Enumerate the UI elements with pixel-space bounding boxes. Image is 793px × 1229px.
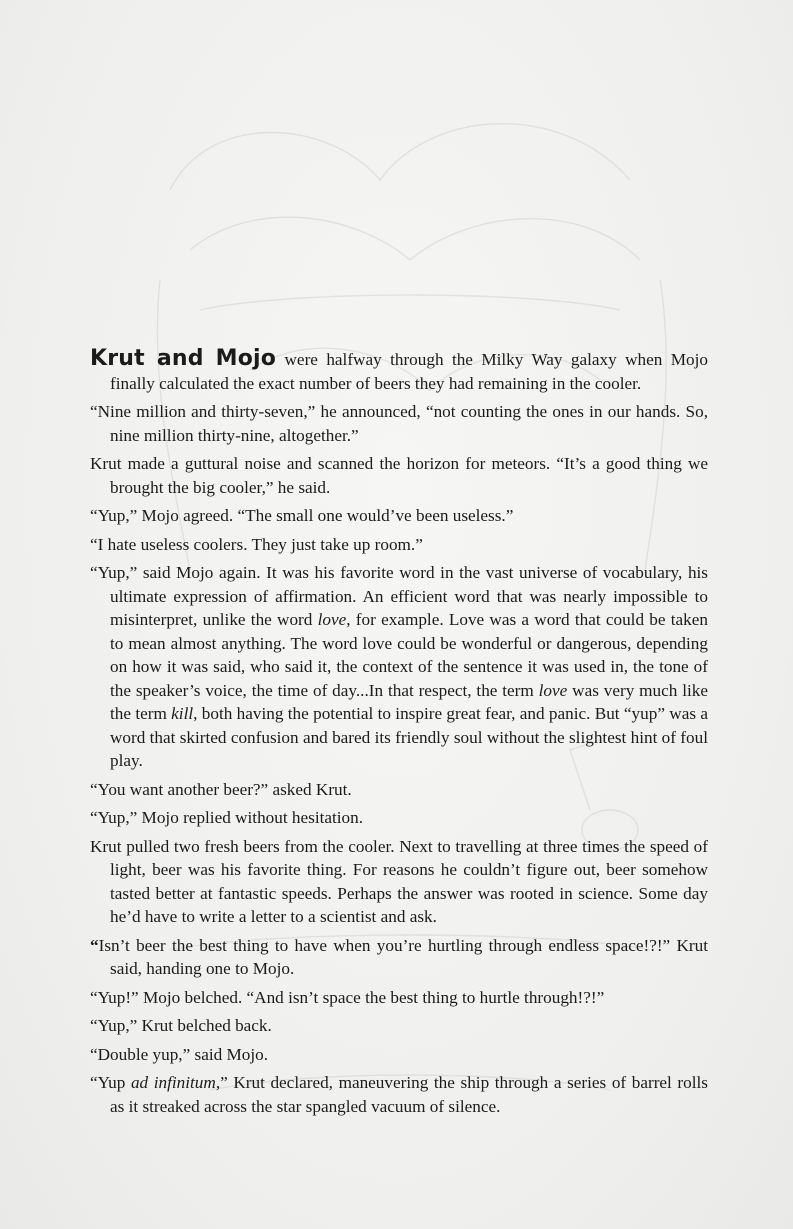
text-segment: Isn’t beer the best thing to have when you’re hurtling through endless space!?!” Krut said, handing one to Mojo.	[98, 935, 708, 978]
text-segment: ,” Krut declared, maneuvering the ship through a series of barrel rolls as it streaked across the star spangled vacuum of silence.	[110, 1073, 708, 1116]
paragraph: “You want another beer?” asked Krut.	[90, 779, 352, 799]
opening-lead: Krut and Mojo	[90, 346, 277, 371]
paragraph: Krut made a guttural noise and scanned the horizon for meteors. “It’s a good thing we brought the big cooler,” he said.	[90, 454, 708, 497]
paragraph: “Nine million and thirty-seven,” he announced, “not counting the ones in our hands. So, nine million thirty-nine, altogether.”	[90, 402, 708, 445]
text-segment: , both having the potential to inspire great fear, and panic. But “yup” was a word that skirted confusion and bared its friendly soul without the slightest hint of foul play.	[110, 704, 708, 770]
paragraph-closing	[90, 1071, 708, 1118]
paragraph: “Yup,” Mojo replied without hesitation.	[90, 808, 364, 827]
opening-text: were halfway through the Milky Way galaxy when Mojo finally calculated the exact number of beers they had remaining in the cooler.	[110, 350, 708, 393]
paragraph-yup-definition	[90, 561, 708, 773]
paragraph: Krut pulled two fresh beers from the cooler. Next to travelling at three times the speed of light, beer was his favorite thing. For reasons he couldn’t figure out, beer somehow tasted better at fantastic speeds. Perhaps the answer was rooted in science. Some day he’d have to write a letter to a scientist and ask.	[90, 836, 708, 926]
italic-word: love	[538, 680, 568, 700]
paragraph	[90, 934, 708, 981]
paragraph: “Yup,” Mojo agreed. “The small one would’ve been useless.”	[90, 506, 514, 525]
paragraph: “Yup!” Mojo belched. “And isn’t space the best thing to hurtle through!?!”	[90, 987, 605, 1007]
paragraph-opening	[90, 347, 708, 395]
paragraph: “I hate useless coolers. They just take up room.”	[90, 534, 423, 554]
italic-word: kill	[171, 704, 194, 723]
italic-phrase: ad infinitum	[130, 1073, 216, 1092]
bold-quote-mark: “	[90, 935, 99, 955]
paragraph: “Double yup,” said Mojo.	[90, 1044, 269, 1064]
text-segment: , for example. Love was a word that could be taken to mean almost anything. The word love could be wonderful or dangerous, depending on how it was said, who said it, the context of the sentence it was used in, the tone of the speaker’s voice, the time of day...In that respect, the term	[110, 610, 708, 700]
italic-word: love	[317, 610, 347, 629]
story-text	[90, 347, 708, 1123]
text-segment: “Yup	[90, 1073, 131, 1092]
text-segment: was very much like the term	[110, 680, 708, 723]
text-segment: “Yup,” said Mojo again. It was his favorite word in the vast universe of vocabulary, his ultimate expression of affirmation. An efficient word that was nearly impossible to misinterpret, unlike the word	[90, 563, 708, 629]
paragraph: “Yup,” Krut belched back.	[90, 1016, 272, 1035]
